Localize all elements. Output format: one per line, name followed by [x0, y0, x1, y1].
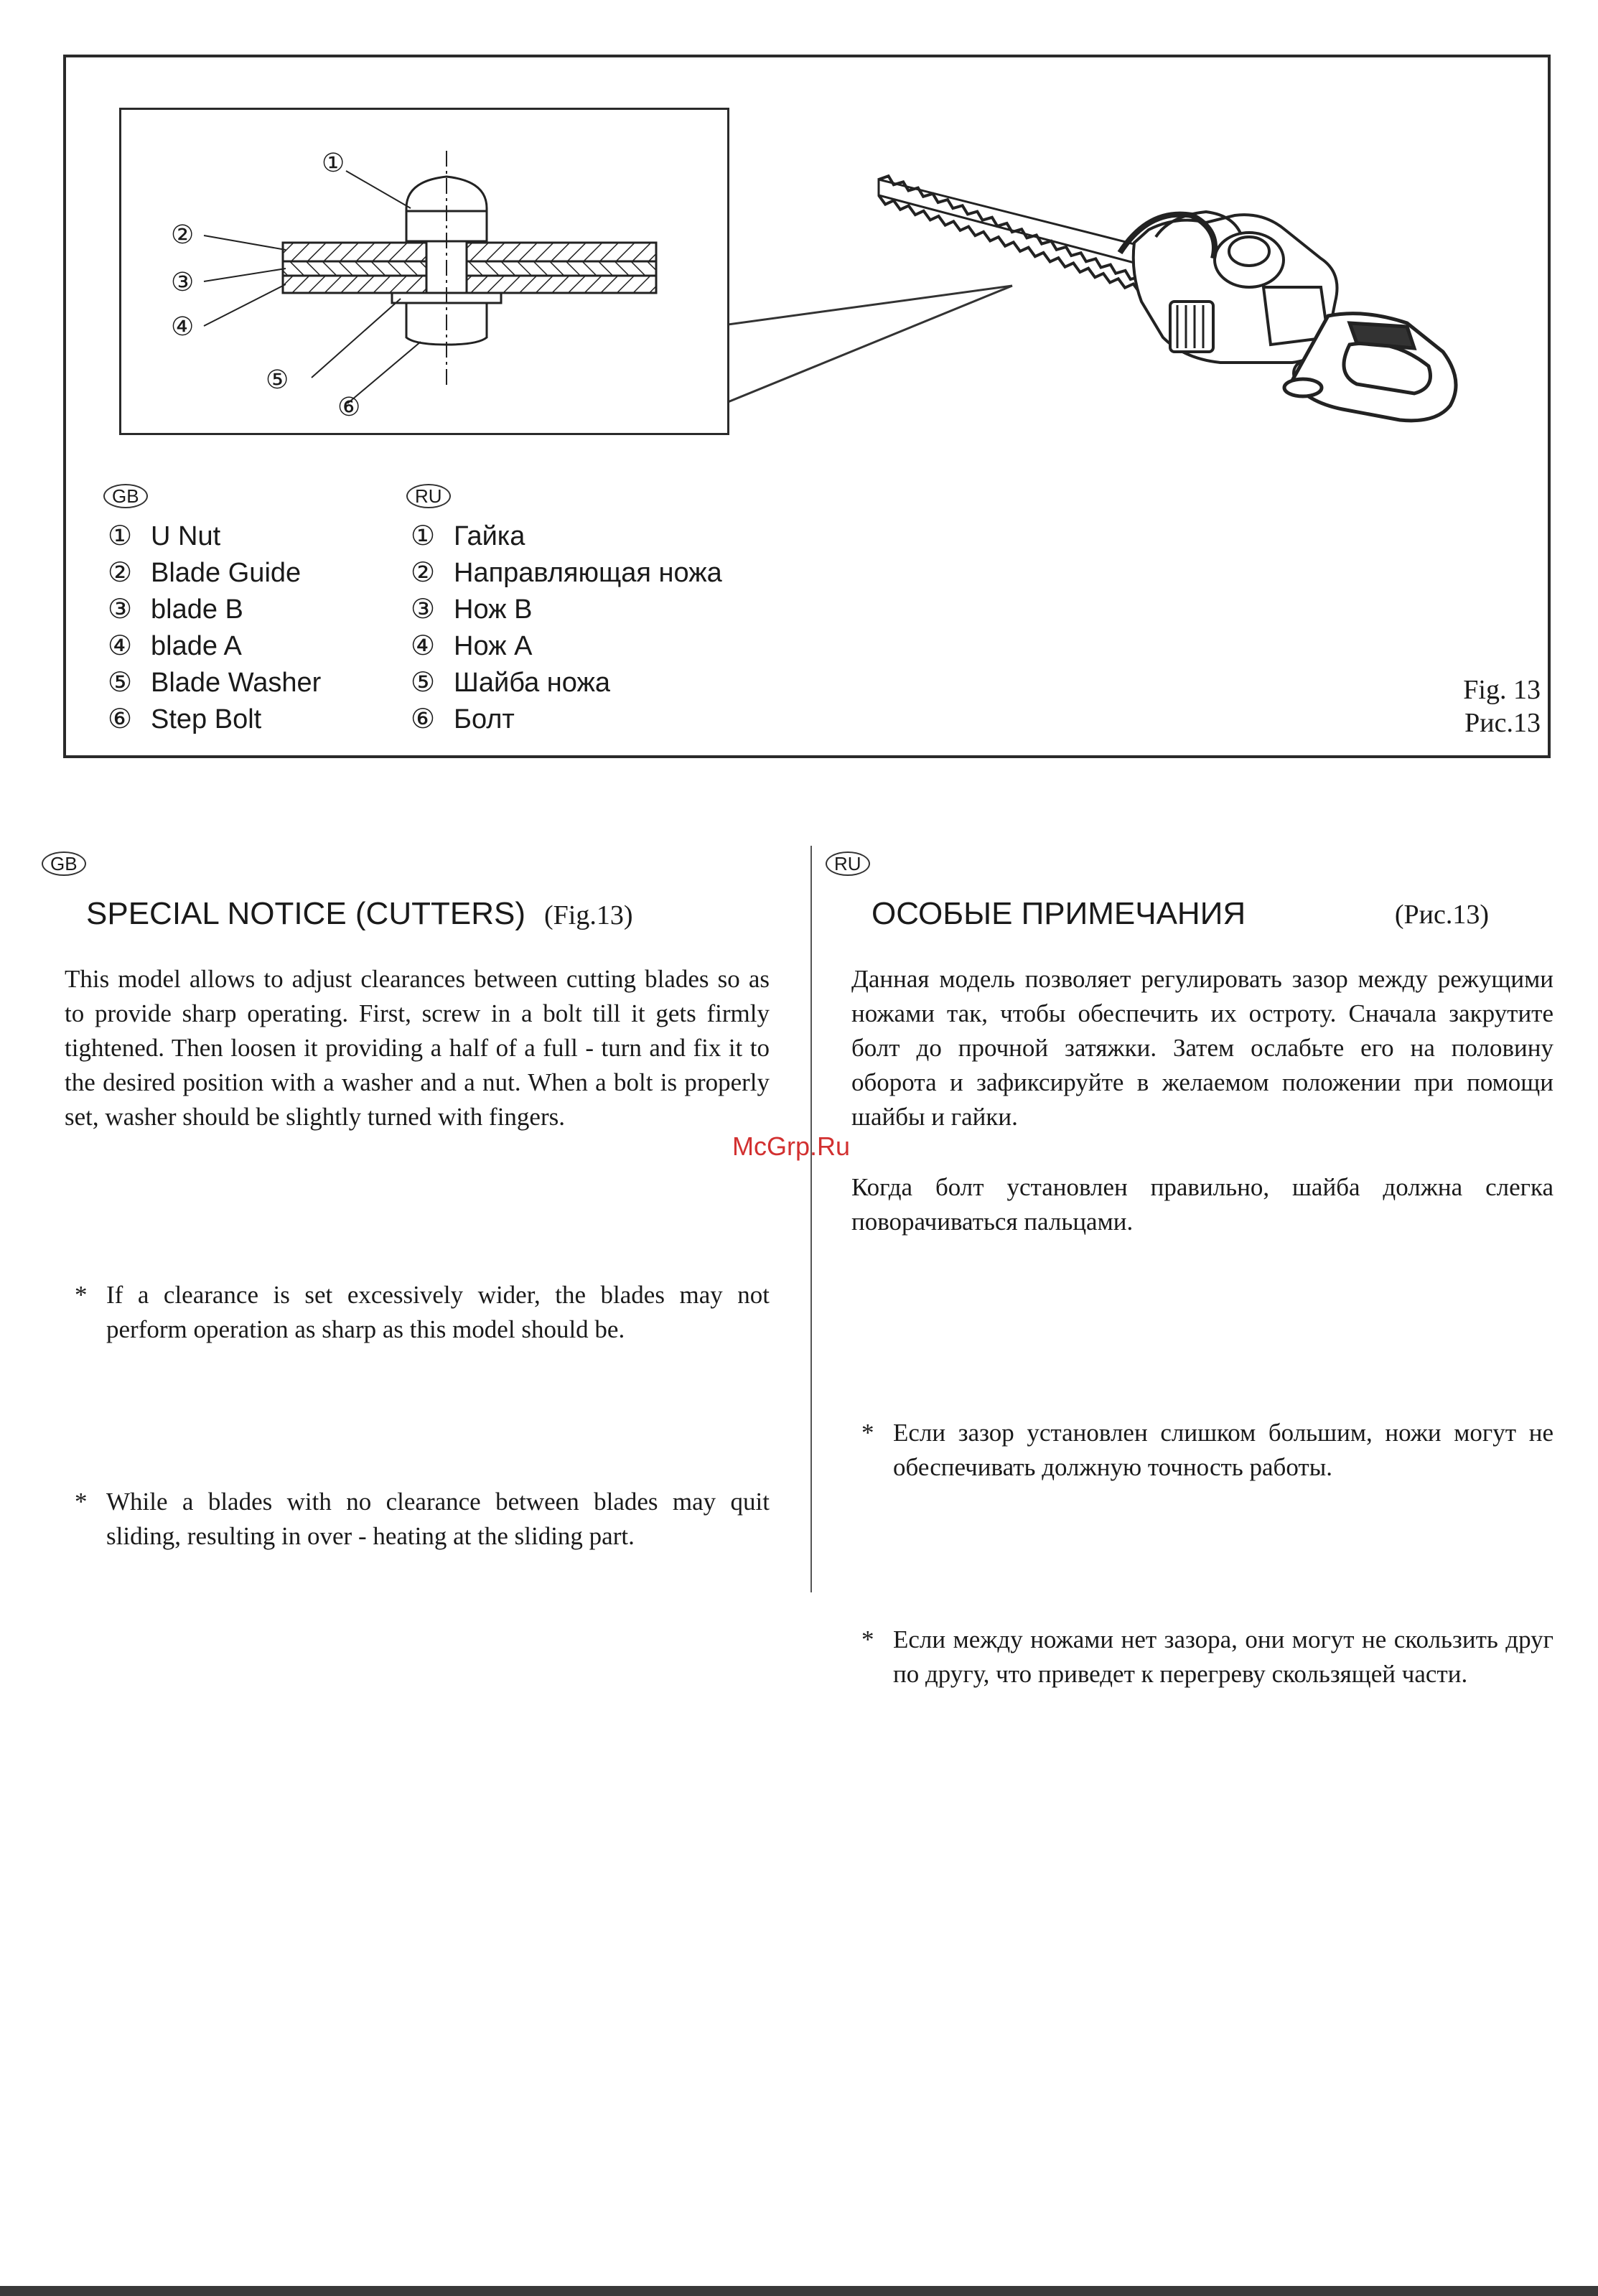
legend-gb-item: ③ blade B	[108, 594, 243, 625]
page-bottom-edge	[0, 2286, 1598, 2296]
legend-ru-item: ⑤ Шайба ножа	[411, 668, 611, 698]
note-marker: *	[861, 1625, 874, 1653]
gb-badge-figure: GB	[103, 484, 148, 508]
ru-heading-title: ОСОБЫЕ ПРИМЕЧАНИЯ	[872, 896, 1246, 931]
gb-note-1: * If a clearance is set excessively wider, the blades may not perform operation as sharp as this model should be.	[65, 1278, 770, 1347]
ru-note-2: * Если между ножами нет зазора, они могут не скользить друг по другу, что приведет к перегреву скользящей части.	[851, 1623, 1553, 1691]
blade-guide-layer	[283, 243, 656, 261]
ru-note-1: * Если зазор установлен слишком большим, ножи могут не обеспечивать должную точность работы.	[851, 1416, 1553, 1485]
legend-ru-item: ② Направляющая ножа	[411, 558, 722, 588]
callout-2: ②	[171, 220, 195, 249]
blade-b-layer	[283, 261, 656, 276]
legend-ru-item: ③ Нож В	[411, 594, 533, 625]
figure-caption	[1364, 673, 1541, 739]
ru-badge-figure: RU	[406, 484, 451, 508]
callout-1: ①	[322, 148, 345, 177]
figure-caption-en: Fig. 13	[1463, 675, 1541, 705]
gb-heading-ref: (Fig.13)	[543, 900, 633, 930]
note-marker: *	[861, 1419, 874, 1447]
gb-section-badge: GB	[42, 851, 86, 876]
ru-heading-ref: (Рис.13)	[1394, 900, 1489, 930]
ru-section-badge: RU	[826, 851, 870, 876]
gb-heading	[86, 896, 632, 932]
legend-gb	[108, 518, 395, 738]
gb-heading-title: SPECIAL NOTICE (CUTTERS)	[86, 896, 525, 931]
legend-gb-item: ② Blade Guide	[108, 558, 302, 588]
legend-gb-item: ⑤ Blade Washer	[108, 668, 322, 698]
legend-ru-item: ④ Нож А	[411, 631, 533, 661]
legend-gb-item: ① U Nut	[108, 521, 221, 551]
leader-line-top	[728, 286, 1012, 325]
bolt-cross-section-diagram	[119, 108, 729, 435]
ru-paragraph-2: Когда болт установлен правильно, шайба должна слегка поворачиваться пальцами.	[851, 1173, 1553, 1236]
gb-paragraph: This model allows to adjust clearances between cutting blades so as to provide sharp operating. First, screw in a bolt till it gets firmly tightened. Then loosen it providing a half of a full - turn and fix it to the desired position with a washer and a nut. When a bolt is properly set, washer should be slightly turned with fingers.	[65, 965, 770, 1131]
blade-a-layer	[283, 276, 656, 293]
callout-6: ⑥	[337, 392, 361, 421]
legend-gb-item: ⑥ Step Bolt	[108, 704, 262, 734]
legend-ru-item: ① Гайка	[411, 521, 525, 551]
callout-3: ③	[171, 267, 195, 297]
figure-caption-ru: Рис.13	[1464, 708, 1541, 738]
note-marker: *	[75, 1281, 88, 1309]
callout-4: ④	[171, 312, 195, 341]
ru-paragraph: Данная модель позволяет регулировать зазор между режущими ножами так, чтобы обеспечить их остроту. Сначала закрутите болт до прочной затяжки. Затем ослабьте его на половину оборота и зафиксируйте в желаемом положении при помощи шайбы и гайки.	[851, 965, 1553, 1131]
legend-gb-item: ④ blade A	[108, 631, 242, 661]
column-divider	[810, 846, 812, 1592]
ru-heading	[872, 896, 1489, 932]
leader-line-bottom	[728, 286, 1012, 402]
watermark-text: McGrp.Ru	[732, 1131, 851, 1161]
callout-5: ⑤	[266, 365, 289, 394]
gb-note-2: * While a blades with no clearance between blades may quit sliding, resulting in over - heating at the sliding part.	[65, 1485, 770, 1554]
legend-ru-item: ⑥ Болт	[411, 704, 515, 734]
legend-ru	[411, 518, 813, 738]
note-marker: *	[75, 1488, 88, 1516]
